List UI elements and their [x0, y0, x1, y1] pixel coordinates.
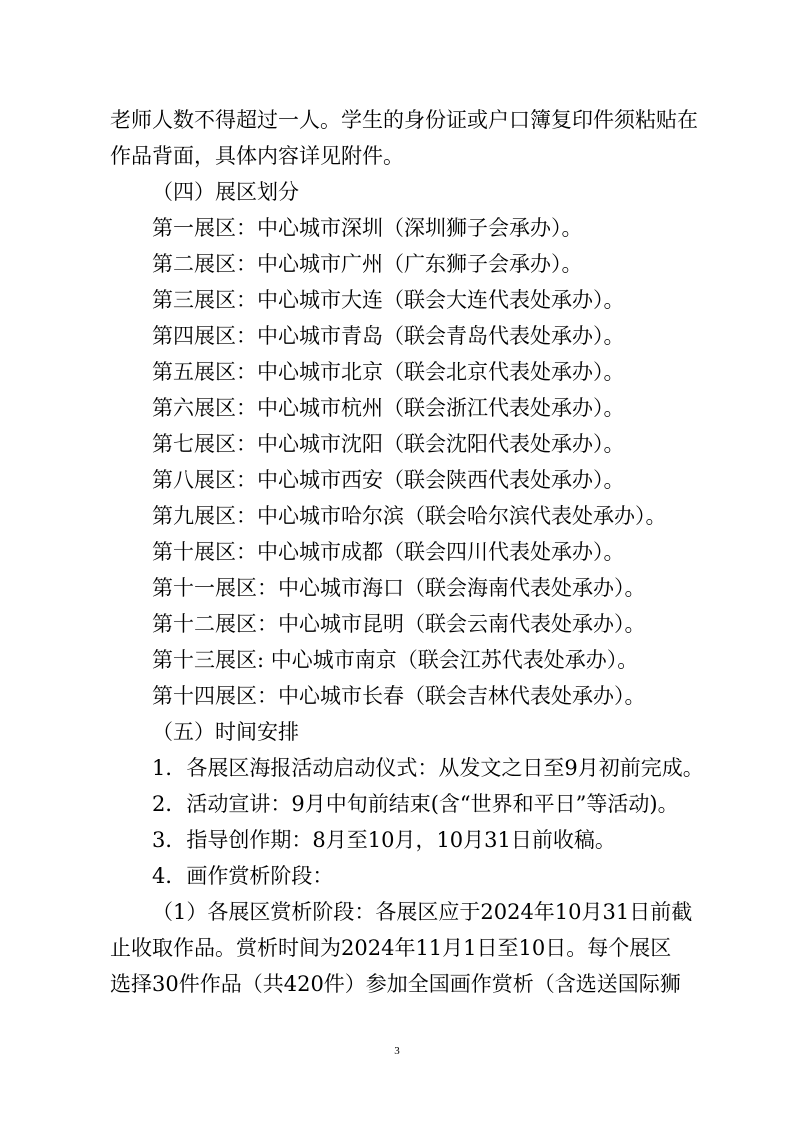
text-line: 止收取作品。赏析时间为2024年11月1日至10日。每个展区 — [110, 936, 672, 960]
text-line: 第三展区：中心城市大连（联会大连代表处承办）。 — [152, 288, 625, 312]
text-line: 第十四展区：中心城市长春（联会吉林代表处承办）。 — [152, 684, 646, 708]
text-line: 4．画作赏析阶段： — [152, 864, 334, 888]
text-line: 第八展区：中心城市西安（联会陕西代表处承办）。 — [152, 468, 625, 492]
text-line: 老师人数不得超过一人。学生的身份证或户口簿复印件须粘贴在 — [110, 108, 698, 132]
page-number: 3 — [394, 1045, 400, 1057]
text-line: 第四展区：中心城市青岛（联会青岛代表处承办）。 — [152, 324, 625, 348]
section-heading: （四）展区划分 — [152, 180, 299, 204]
text-line: 1．各展区海报活动启动仪式：从发文之日至9月初前完成。 — [152, 756, 704, 780]
text-line: 第九展区：中心城市哈尔滨（联会哈尔滨代表处承办）。 — [152, 504, 667, 528]
text-line: 第十展区：中心城市成都（联会四川代表处承办）。 — [152, 540, 625, 564]
text-line: 第十一展区：中心城市海口（联会海南代表处承办）。 — [152, 576, 646, 600]
text-line: 3．指导创作期：8月至10月，10月31日前收稿。 — [152, 828, 616, 852]
text-line: 第六展区：中心城市杭州（联会浙江代表处承办）。 — [152, 396, 625, 420]
text-line: 第十三展区: 中心城市南京（联会江苏代表处承办）。 — [152, 648, 639, 672]
section-heading: （五）时间安排 — [152, 720, 299, 744]
text-line: 第二展区：中心城市广州（广东狮子会承办）。 — [152, 252, 583, 276]
text-line: 选择30件作品（共420件）参加全国画作赏析（含选送国际狮 — [110, 972, 681, 996]
text-line: 2．活动宣讲：9月中旬前结束(含“世界和平日”等活动)。 — [152, 792, 679, 816]
text-line: 第七展区：中心城市沈阳（联会沈阳代表处承办）。 — [152, 432, 625, 456]
text-line: 第十二展区：中心城市昆明（联会云南代表处承办）。 — [152, 612, 646, 636]
text-line: 作品背面，具体内容详见附件。 — [110, 144, 404, 168]
text-line: 第一展区：中心城市深圳（深圳狮子会承办）。 — [152, 216, 583, 240]
text-line: 第五展区：中心城市北京（联会北京代表处承办）。 — [152, 360, 625, 384]
text-line: （1）各展区赏析阶段：各展区应于2024年10月31日前截 — [152, 900, 693, 924]
